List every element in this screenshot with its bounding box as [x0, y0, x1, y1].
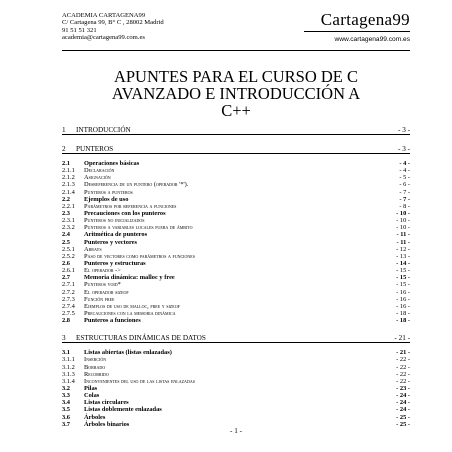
toc-page: - 23 - [396, 384, 410, 392]
website: www.cartagena99.com.es [334, 36, 410, 43]
toc-page: - 15 - [396, 274, 410, 282]
toc-section-3[interactable] [62, 333, 410, 343]
toc-entry[interactable] [62, 349, 410, 356]
toc-number: 2.3 [62, 209, 70, 217]
toc-number: 3.1.1 [62, 356, 75, 364]
toc-page: - 21 - [394, 334, 410, 343]
org-address: C/ Cartagena 99, B° C , 28002 Madrid [62, 19, 164, 27]
toc-title: PUNTEROS [76, 145, 114, 153]
toc-page: - 24 - [396, 399, 410, 407]
toc-entry[interactable] [62, 296, 410, 303]
toc-number: 2.2.1 [62, 202, 75, 210]
toc-entry[interactable] [62, 246, 410, 253]
toc-section-1[interactable] [62, 125, 410, 135]
toc-page: - 11 - [396, 231, 410, 239]
toc-page: - 16 - [396, 288, 410, 296]
toc-entry[interactable] [62, 371, 410, 378]
document-title [62, 68, 410, 119]
toc-underline [62, 342, 410, 343]
toc-page: - 11 - [396, 238, 410, 246]
toc-number: 3.7 [62, 420, 70, 428]
toc-page: - 21 - [396, 349, 410, 357]
toc-section-3-entries [62, 349, 410, 428]
toc-title: Memoria dinámica: malloc y free [84, 274, 175, 282]
toc-page: - 5 - [399, 174, 410, 182]
toc-entry[interactable] [62, 210, 410, 217]
toc-title: Colas [84, 392, 100, 400]
header-divider [62, 50, 410, 51]
toc-entry[interactable] [62, 289, 410, 296]
toc-title: Árboles [84, 413, 106, 421]
toc-number: 2 [62, 145, 66, 153]
toc-title: Aritmética de punteros [84, 231, 148, 239]
toc-page: - 7 - [399, 188, 410, 196]
toc-entry[interactable] [62, 174, 410, 181]
toc-number: 2.6.1 [62, 267, 75, 275]
toc-entry[interactable] [62, 167, 410, 174]
toc-entry[interactable] [62, 317, 410, 324]
toc-title: Arrays [84, 245, 102, 253]
toc-number: 3.6 [62, 413, 70, 421]
toc-page: - 6 - [399, 181, 410, 189]
header-contact [62, 12, 164, 42]
toc-entry[interactable] [62, 378, 410, 385]
toc-page: - 7 - [399, 195, 410, 203]
toc-number: 2.5 [62, 238, 70, 246]
toc-title: INTRODUCCIÓN [76, 126, 131, 134]
toc-title: Borrado [84, 363, 106, 371]
toc-number: 2.3.2 [62, 224, 75, 232]
toc-number: 2.1 [62, 160, 70, 167]
toc-number: 2.7 [62, 274, 70, 282]
toc-page: - 25 - [396, 413, 410, 421]
toc-title: Árboles binarios [84, 420, 130, 428]
org-email: academia@cartagena99.com.es [62, 34, 145, 42]
toc-number: 2.1.4 [62, 188, 75, 196]
toc-number: 2.1.2 [62, 174, 75, 182]
toc-page: - 22 - [396, 363, 410, 371]
toc-number: 2.7.5 [62, 309, 75, 317]
toc-entry[interactable] [62, 239, 410, 246]
toc-page: - 10 - [396, 224, 410, 232]
toc-entry[interactable] [62, 392, 410, 399]
toc-title: Punteros a funciones [84, 317, 141, 325]
toc-page: - 15 - [396, 281, 410, 289]
toc-title: El operador sizeof [84, 288, 129, 296]
toc-entry[interactable] [62, 399, 410, 406]
toc-title: Listas abiertas (listas enlazadas) [84, 349, 172, 357]
toc-title: El operador -> [84, 267, 121, 275]
toc-number: 3.1.3 [62, 370, 75, 378]
toc-page: - 22 - [396, 377, 410, 385]
title-line-2: AVANZADO E INTRODUCCIÓN A [111, 84, 361, 103]
toc-page: - 10 - [396, 217, 410, 225]
toc-title: Listas doblemente enlazadas [84, 406, 162, 414]
toc-title: Declaración [84, 167, 115, 175]
toc-entry[interactable] [62, 189, 410, 196]
toc-number: 1 [62, 126, 66, 134]
toc-entry[interactable] [62, 267, 410, 274]
toc-page: - 25 - [396, 420, 410, 428]
toc-number: 3.3 [62, 392, 70, 400]
toc-page: - 3 - [398, 145, 410, 153]
toc-title: Pilas [84, 384, 98, 392]
toc-entry[interactable] [62, 260, 410, 267]
toc-number: 3.4 [62, 399, 70, 407]
toc-title: Función free [84, 295, 115, 303]
toc-title: Asignación [84, 174, 111, 182]
toc-entry[interactable] [62, 196, 410, 203]
toc-title: Punteros a variables locales fuera de ámbito [84, 224, 193, 232]
toc-entry[interactable] [62, 385, 410, 392]
toc-title: Precauciones con los punteros [84, 209, 166, 217]
toc-entry[interactable] [62, 253, 410, 260]
page-number: - 1 - [230, 427, 242, 435]
toc-number: 2.2 [62, 195, 70, 203]
toc-number: 3.1.4 [62, 377, 75, 385]
toc-entry[interactable] [62, 310, 410, 317]
toc-title: Listas circulares [84, 399, 129, 407]
logo-underline [304, 31, 410, 32]
toc-number: 3.1 [62, 349, 70, 357]
toc-title: Punteros no inicializados [84, 217, 145, 225]
toc-number: 2.1.3 [62, 181, 75, 189]
toc-section-2-entries [62, 160, 410, 324]
toc-page: - 24 - [396, 406, 410, 414]
toc-number: 2.7.1 [62, 281, 75, 289]
toc-entry[interactable] [62, 231, 410, 238]
toc-entry[interactable] [62, 356, 410, 363]
header-brand [300, 11, 410, 44]
toc-title: Punteros y vectores [84, 238, 138, 246]
toc-number: 2.3.1 [62, 217, 75, 225]
toc-title: Ejemplos de uso [84, 195, 129, 203]
toc-number: 3.5 [62, 406, 70, 414]
toc-number: 3.1.2 [62, 363, 75, 371]
toc-title: Paso de vectores como parámetros a funciones [84, 252, 195, 260]
toc-number: 2.7.2 [62, 288, 75, 296]
toc-page: - 18 - [396, 309, 410, 317]
toc-entry[interactable] [62, 224, 410, 231]
toc-number: 2.1.1 [62, 167, 75, 175]
toc-title: Ejemplos de uso de malloc, free y sizeof [84, 302, 180, 310]
toc-page: - 16 - [396, 302, 410, 310]
toc-number: 2.7.4 [62, 302, 75, 310]
toc-title: Inconvenientes del uso de las listas enlazadas [84, 377, 195, 385]
toc-entry[interactable] [62, 203, 410, 210]
toc-entry[interactable] [62, 281, 410, 288]
toc-page: - 8 - [399, 202, 410, 210]
toc-title: Operaciones básicas [84, 160, 140, 167]
toc-entry[interactable] [62, 274, 410, 281]
toc-entry[interactable] [62, 217, 410, 224]
toc-title: Punteros y estructuras [84, 259, 146, 267]
toc-underline [62, 134, 410, 135]
toc-number: 3 [62, 334, 66, 343]
toc-page: - 4 - [399, 160, 410, 167]
toc-number: 3.2 [62, 384, 70, 392]
toc-title: Recorrido [84, 370, 109, 378]
toc-page: - 12 - [396, 245, 410, 253]
toc-entry[interactable] [62, 181, 410, 188]
toc-entry[interactable] [62, 160, 410, 167]
toc-page: - 22 - [396, 356, 410, 364]
title-line-3: C++ [221, 101, 251, 120]
toc-title: Punteros a punteros [84, 188, 133, 196]
toc-entry[interactable] [62, 364, 410, 371]
toc-page: - 22 - [396, 370, 410, 378]
toc-page: - 3 - [398, 126, 410, 134]
toc-page: - 16 - [396, 295, 410, 303]
toc-title: Desreferencia de un puntero (operador '*'). [84, 181, 189, 189]
toc-title: Inserción [84, 356, 107, 364]
toc-page: - 14 - [396, 259, 410, 267]
toc-number: 2.8 [62, 317, 70, 325]
toc-page: - 24 - [396, 392, 410, 400]
toc-section-2[interactable] [62, 144, 410, 154]
toc-page: - 10 - [396, 209, 410, 217]
toc-page: - 13 - [396, 252, 410, 260]
toc-title: Punteros void* [84, 281, 121, 289]
org-name: ACADEMIA CARTAGENA99 [62, 12, 146, 19]
toc-number: 2.6 [62, 259, 70, 267]
title-line-1: APUNTES PARA EL CURSO DE C [113, 67, 359, 86]
org-phone: 91 51 51 321 [62, 26, 97, 34]
toc-number: 2.4 [62, 231, 70, 239]
toc-title: Parámetros por referencia a funciones [84, 202, 177, 210]
toc-number: 2.7.3 [62, 295, 75, 303]
toc-entry[interactable] [62, 414, 410, 421]
toc-entry[interactable] [62, 303, 410, 310]
toc-entry[interactable] [62, 406, 410, 413]
toc-page: - 18 - [396, 317, 410, 325]
toc-number: 2.5.1 [62, 245, 75, 253]
table-of-contents [62, 125, 410, 428]
toc-number: 2.5.2 [62, 252, 75, 260]
toc-title: ESTRUCTURAS DINÁMICAS DE DATOS [76, 334, 206, 343]
toc-underline [62, 153, 410, 154]
logo: Cartagena99 [320, 10, 410, 29]
toc-title: Precauciones con la memoria dinámica [84, 309, 176, 317]
toc-page: - 4 - [399, 167, 410, 175]
toc-page: - 15 - [396, 267, 410, 275]
